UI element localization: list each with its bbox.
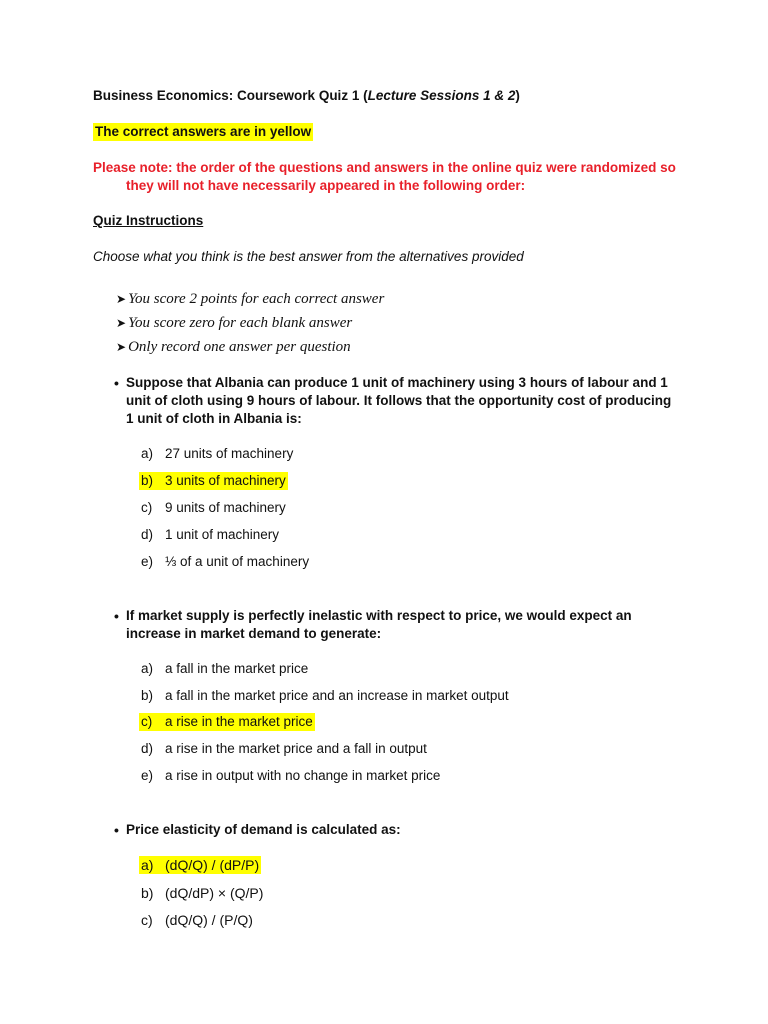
question-3-option-c (139, 911, 255, 929)
option-label: a) (141, 446, 154, 461)
option-text: a rise in the market price and a fall in output (165, 741, 427, 756)
option-text: a fall in the market price and an increase in market output (165, 688, 509, 703)
option-label: b) (141, 688, 154, 703)
question-2-option-a (139, 660, 310, 678)
notice-randomized: randomized (580, 160, 657, 175)
question-2-option-e (139, 767, 442, 785)
instructions-heading: Quiz Instructions (93, 213, 204, 228)
option-label: d) (141, 741, 154, 756)
option-text: a fall in the market price (165, 661, 309, 676)
question-bullet-icon: • (114, 822, 119, 838)
instruction-bullet (116, 338, 351, 356)
notice-line-2: they will not have necessarily appeared in the following order: (126, 178, 526, 193)
instruction-bullet (116, 314, 352, 332)
document-title (93, 87, 520, 105)
notice-line-1 (93, 159, 676, 177)
question-1-option-e (139, 553, 311, 571)
question-2-line: increase in market demand to generate: (126, 626, 382, 641)
correct-answers-note: The correct answers are in yellow (95, 124, 312, 139)
question-2-option-c-correct (139, 713, 315, 731)
question-1-line: unit of cloth using 9 hours of labour. It follows that the opportunity cost of producing (126, 393, 672, 408)
notice-text-end: so (656, 160, 676, 175)
option-text: a rise in the market price (165, 714, 313, 729)
option-label: c) (141, 500, 153, 515)
instructions-choose: Choose what you think is the best answer from the alternatives provided (93, 249, 524, 264)
instruction-bullet (116, 290, 384, 308)
instruction-text: You score zero for each blank answer (128, 315, 353, 331)
title-end: ) (515, 88, 520, 103)
arrow-bullet-icon: ➤ (116, 316, 127, 330)
option-text: 3 units of machinery (165, 473, 286, 488)
option-text: ⅓ of a unit of machinery (165, 554, 310, 569)
option-text: a rise in output with no change in market price (165, 768, 441, 783)
question-3-option-b (139, 884, 265, 902)
question-2-line: If market supply is perfectly inelastic with respect to price, we would expect an (126, 608, 632, 623)
option-label: b) (141, 885, 154, 901)
question-3-line: Price elasticity of demand is calculated as: (126, 822, 401, 837)
arrow-bullet-icon: ➤ (116, 292, 127, 306)
question-1-option-c (139, 499, 288, 517)
option-text: 1 unit of machinery (165, 527, 280, 542)
question-1-line: Suppose that Albania can produce 1 unit of machinery using 3 hours of labour and 1 (126, 375, 668, 390)
question-bullet-icon: • (114, 608, 119, 624)
option-text: 27 units of machinery (165, 446, 294, 461)
option-text: (dQ/Q) / (P/Q) (165, 912, 253, 928)
instruction-text: You score 2 points for each correct answer (128, 291, 385, 307)
title-italic: Lecture Sessions 1 & 2 (367, 88, 516, 103)
option-label: e) (141, 554, 154, 569)
option-label: c) (141, 714, 153, 729)
question-2-option-d (139, 740, 429, 758)
option-label: b) (141, 473, 154, 488)
question-1-line: 1 unit of cloth in Albania is: (126, 411, 302, 426)
instruction-text: Only record one answer per question (128, 339, 351, 355)
option-label: c) (141, 912, 153, 928)
title-main: Business Economics: Coursework Quiz 1 ( (93, 88, 368, 103)
question-1-option-a (139, 445, 295, 463)
option-label: a) (141, 661, 154, 676)
question-2-option-b (139, 687, 511, 705)
option-label: a) (141, 857, 154, 873)
arrow-bullet-icon: ➤ (116, 340, 127, 354)
question-bullet-icon: • (114, 375, 119, 391)
notice-text: Please note: the order of the questions and answers in the online quiz were (93, 160, 581, 175)
question-1-option-b-correct (139, 472, 288, 490)
option-text: (dQ/Q) / (dP/P) (165, 857, 260, 873)
option-label: e) (141, 768, 154, 783)
option-label: d) (141, 527, 154, 542)
question-1-option-d (139, 526, 281, 544)
option-text: 9 units of machinery (165, 500, 286, 515)
question-3-option-a-correct (139, 856, 261, 874)
option-text: (dQ/dP) × (Q/P) (165, 885, 264, 901)
